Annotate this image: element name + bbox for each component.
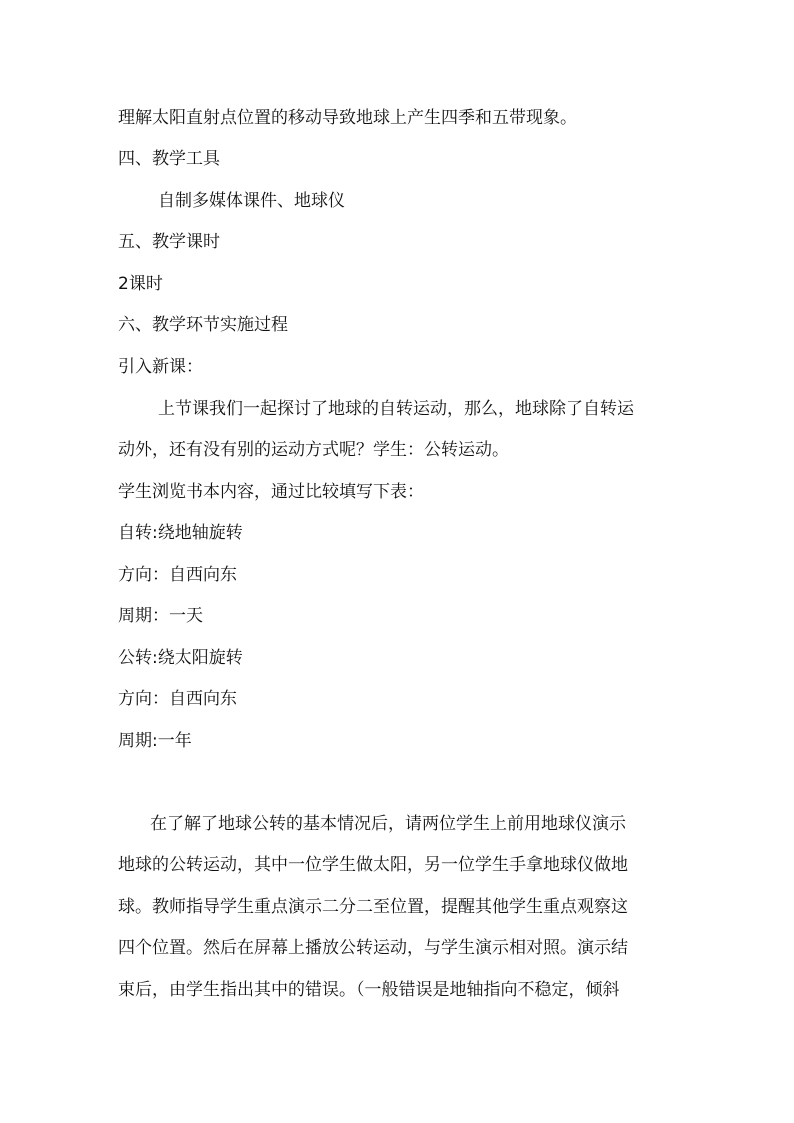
rotation-direction: 方向：自西向东 [118,565,237,585]
intro-heading: 引入新课： [118,357,203,377]
paragraph-line: 四个位置。然后在屏幕上播放公转运动，与学生演示相对照。演示结 [118,938,628,958]
revolution-period: 周期:一年 [118,731,192,751]
paragraph-line: 束后，由学生指出其中的错误。（一般错误是地轴指向不稳定，倾斜 [118,980,620,1000]
paragraph-line: 在了解了地球公转的基本情况后，请两位学生上前用地球仪演示 [150,814,626,834]
intro-paragraph-line-1: 上节课我们一起探讨了地球的自转运动，那么，地球除了自转运 [158,399,634,419]
revolution-direction: 方向：自西向东 [118,689,237,709]
paragraph-line: 地球的公转运动，其中一位学生做太阳，另一位学生手拿地球仪做地 [118,855,628,875]
intro-paragraph-line-2: 动外，还有没有别的运动方式呢？学生：公转运动。 [118,440,509,460]
objective-line: 理解太阳直射点位置的移动导致地球上产生四季和五带现象。 [118,108,577,128]
section-heading-process: 六、教学环节实施过程 [118,315,288,335]
hours-text: 2课时 [118,274,163,294]
section-heading-hours: 五、教学课时 [118,232,220,252]
tools-text: 自制多媒体课件、地球仪 [158,191,345,211]
rotation-definition: 自转:绕地轴旋转 [118,523,243,543]
rotation-period: 周期：一天 [118,606,203,626]
instruction-line: 学生浏览书本内容，通过比较填写下表： [118,482,424,502]
revolution-definition: 公转:绕太阳旋转 [118,648,243,668]
section-heading-tools: 四、教学工具 [118,149,220,169]
paragraph-line: 球。教师指导学生重点演示二分二至位置，提醒其他学生重点观察这 [118,897,628,917]
